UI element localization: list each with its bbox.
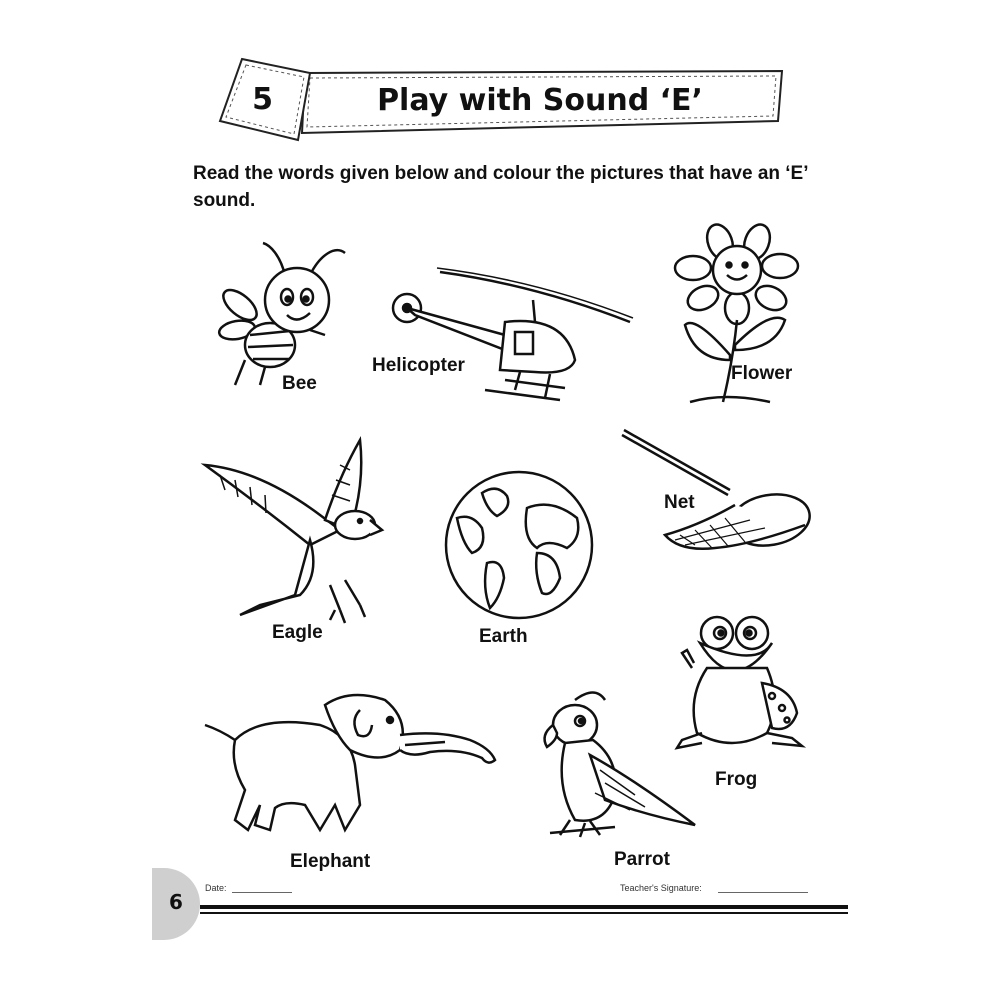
label-flower: Flower [731, 363, 793, 384]
earth-icon [442, 468, 597, 623]
net-icon [620, 430, 815, 560]
elephant-icon [200, 690, 500, 850]
label-elephant: Elephant [290, 851, 371, 872]
date-line [232, 892, 292, 893]
frog-icon [672, 608, 812, 768]
date-label: Date: [205, 883, 227, 893]
lesson-number: 5 [252, 82, 273, 117]
label-parrot: Parrot [614, 849, 670, 870]
signature-line [718, 892, 808, 893]
helicopter-icon [385, 260, 640, 410]
footer-rule-thin [200, 912, 848, 914]
label-net: Net [664, 492, 695, 513]
instructions-text: Read the words given below and colour the pictures that have an ‘E’ sound. [193, 163, 808, 211]
label-bee: Bee [282, 373, 317, 394]
footer-rule-thick [200, 905, 848, 909]
page-title: Play with Sound ‘E’ [377, 83, 703, 118]
label-earth: Earth [479, 626, 528, 647]
eagle-icon [200, 435, 390, 635]
label-frog: Frog [715, 769, 758, 790]
label-helicopter: Helicopter [372, 355, 465, 376]
page-number: 6 [169, 890, 183, 914]
bee-icon [215, 235, 355, 395]
label-eagle: Eagle [272, 622, 323, 643]
teacher-signature-label: Teacher's Signature: [620, 883, 702, 893]
